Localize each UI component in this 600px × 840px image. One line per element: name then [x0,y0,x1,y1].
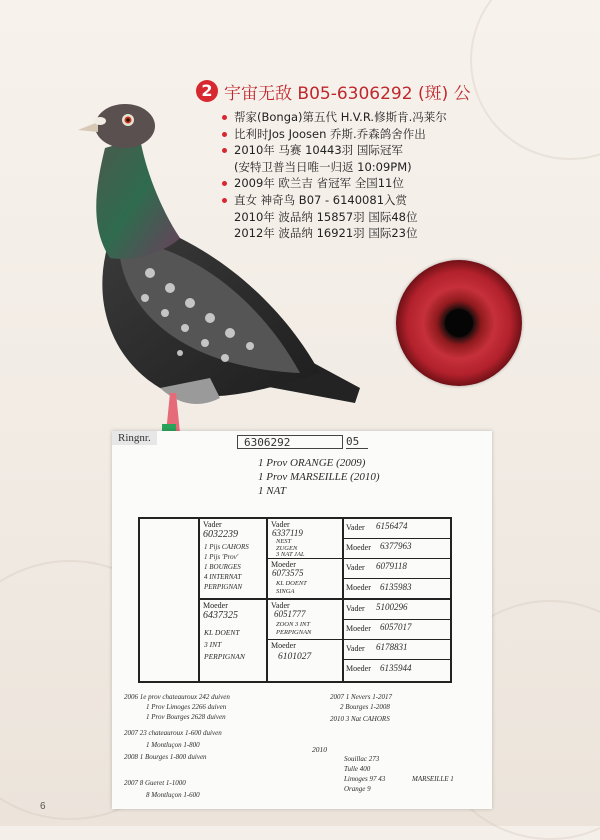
ring-number: 6057017 [380,622,412,632]
caption: Moeder [203,601,228,610]
result-note: 2007 8 Gueret 1-1000 [124,779,186,787]
handwritten-note: PERPIGNAN [204,583,243,591]
result-note: Tulle 400 [344,765,371,773]
result-note: 8 Montluçon 1-600 [146,791,200,799]
page-number: 6 [40,801,46,812]
dam-cell [200,600,268,681]
ring-number: 6306292 [237,435,343,449]
info-line: 2009年 欧兰吉 省冠军 全国11位 [222,175,447,192]
pedigree-card [112,431,492,809]
result-note: 2007 23 chateauroux 1-600 duiven [124,729,222,737]
info-line: 2012年 波品纳 16921羽 国际23位 [234,226,418,241]
result-note: Limoges 97 43 [344,775,386,783]
handwritten-note: ZOON 3 INT [276,621,310,628]
ggp-cell [344,559,450,579]
pigeon-eye-photo [396,260,522,386]
handwritten-note: PERPIGNAN [276,629,312,636]
handwritten-note: NEST [276,538,292,545]
ring-number: 6437325 [203,610,238,621]
caption: Moeder [346,543,371,552]
ggp-cell [344,600,450,620]
info-line: 2010年 波品纳 15857羽 国际48位 [234,209,418,224]
result-note: 2008 1 Bourges 1-800 duiven [124,753,207,761]
caption: Moeder [271,641,296,650]
caption: Vader [203,520,222,529]
result-note: 2007 1 Nevers 1-2017 [330,693,393,701]
handwritten-note: 1 Pijs CAHORS [204,543,249,551]
caption: Moeder [346,624,371,633]
info-line: (安特卫普当日唯一归返 10:09PM) [234,159,412,174]
handwritten-note: 1 Pijs 'Prov' [204,553,239,561]
result-note: 2010 3 Nat CAHORS [330,715,390,723]
result-note: 1 Prov Limoges 2266 duiven [146,703,227,711]
handwritten-note: PERPIGNAN [204,652,245,661]
handwritten-note: 4 INTERNAT [204,573,242,581]
ring-number: 6135944 [380,663,412,673]
caption: Moeder [346,583,371,592]
subject-cell [140,519,200,681]
dam-sire-cell [268,600,344,640]
sire-sire-cell [268,519,344,559]
caption: Vader [346,563,365,572]
pigeon-info-list [222,109,447,242]
result-note: 1 Prov Bourges 2628 duiven [146,713,226,721]
ring-number: 6178831 [376,642,408,652]
result-note: Orange 9 [344,785,371,793]
ring-number: 6156474 [376,521,408,531]
ring-number: 5100296 [376,602,408,612]
ring-number: 6079118 [376,561,407,571]
result-note: 1 Montluçon 1-800 [146,741,200,749]
info-line: 直女 神奇鸟 B07 - 6140081入赏 [222,192,447,209]
handwritten-note: KL DOENT [204,628,240,637]
caption: Vader [346,604,365,613]
ggp-cell [344,579,450,600]
ring-number: 6073575 [272,568,304,578]
result-note: 2010 [312,745,327,754]
caption: Moeder [346,664,371,673]
handwritten-note: KL DOENT [276,580,307,587]
caption: Vader [346,523,365,532]
handwritten-note: ZUGEN [276,545,298,552]
ring-year: 05 [346,435,368,449]
ggp-cell [344,660,450,681]
caption: Vader [346,644,365,653]
caption: Vader [271,601,290,610]
handwritten-note: 1 BOURGES [204,563,241,571]
info-line: 2010年 马赛 10443羽 国际冠军 [222,142,447,159]
ring-number: 6101027 [278,652,312,662]
ring-number: 6135983 [380,582,412,592]
result-note: 2 Bourges 1-2008 [340,703,390,711]
entry-number-badge: 2 [196,80,218,102]
handwritten-note: 1 NAT [258,485,287,497]
result-note: MARSEILLE 1 [412,775,454,783]
info-line: 帮家(Bonga)第五代 H.V.R.修斯肯.冯莱尔 [222,109,447,126]
handwritten-note: SINGA [276,588,295,595]
handwritten-note: 3 NAT JAL [276,551,305,558]
ggp-cell [344,539,450,559]
ring-number: 6337119 [272,528,303,538]
ring-number: 6377963 [380,541,412,551]
dam-dam-cell [268,640,344,681]
handwritten-note: 1 Prov ORANGE (2009) [258,457,366,469]
caption: Vader [271,520,290,529]
result-note: 2006 1e prov chateauroux 242 duiven [124,693,230,701]
handwritten-note: 3 INT [204,640,222,649]
ggp-cell [344,519,450,539]
ring-number: 6051777 [274,609,306,619]
caption: Moeder [271,560,296,569]
ring-number: 6032239 [203,529,238,540]
page-title: 宇宙无敌 B05-6306292 (斑) 公 [224,84,471,104]
background-swirl [470,0,600,160]
ring-number-label: Ringnr. [112,431,157,445]
info-line: 比利时Jos Joosen 乔斯.乔森鸽舍作出 [222,126,447,143]
handwritten-note: 1 Prov MARSEILLE (2010) [258,471,380,483]
pedigree-grid [138,517,452,683]
result-note: Souillac 273 [344,755,380,763]
sire-cell [200,519,268,600]
sire-dam-cell [268,559,344,600]
ggp-cell [344,620,450,640]
ggp-cell [344,640,450,660]
